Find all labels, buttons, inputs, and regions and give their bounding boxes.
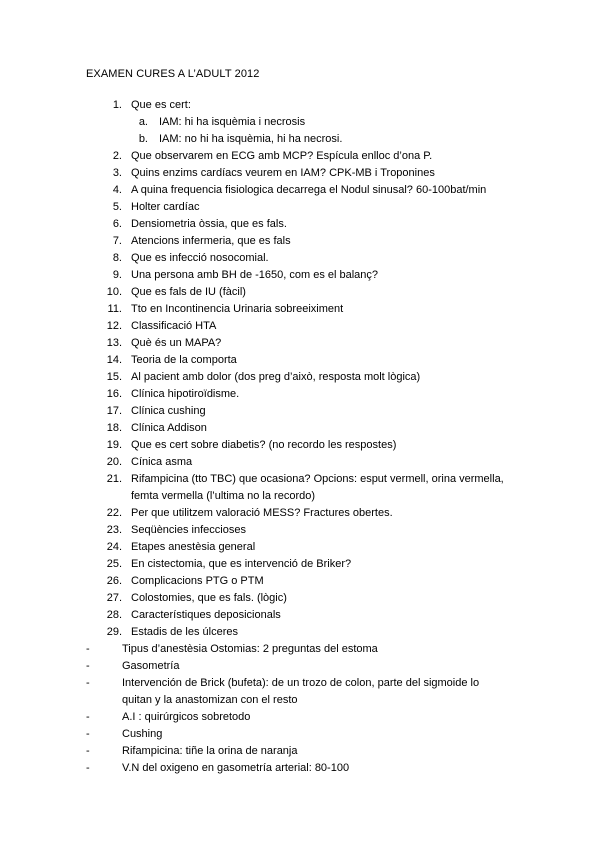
list-item (0, 267, 600, 284)
list-item (0, 590, 600, 607)
list-marker: - (86, 660, 90, 672)
list-item-text: Rifampicina: tiñe la orina de naranja (122, 745, 298, 757)
list-marker: 7. (112, 235, 122, 247)
bullet-list-item (0, 726, 600, 743)
list-item-text: Tipus d’anestèsia Ostomias: 2 preguntas del estoma (122, 643, 378, 655)
list-item-text: V.N del oxigeno en gasometría arterial: 80-100 (122, 762, 350, 774)
list-marker: - (86, 643, 90, 655)
list-item-text: Colostomies, que es fals. (lògic) (131, 592, 287, 604)
list-item (0, 284, 600, 301)
list-marker: a. (138, 116, 148, 128)
list-item (0, 454, 600, 471)
list-marker: b. (138, 133, 148, 145)
list-marker: 28. (106, 609, 122, 621)
list-item (0, 471, 600, 488)
list-item-text: Clínica Addison (131, 422, 207, 434)
list-item (0, 233, 600, 250)
list-item (0, 165, 600, 182)
list-item (0, 97, 600, 114)
list-item (0, 199, 600, 216)
list-item-text: Atencions infermeria, que es fals (131, 235, 291, 247)
list-item-text: Que es infecció nosocomial. (131, 252, 269, 264)
bullet-list-item (0, 675, 600, 692)
list-item-text: Que observarem en ECG amb MCP? Espícula enlloc d’ona P. (131, 150, 433, 162)
bullet-list-item (0, 709, 600, 726)
list-item (0, 522, 600, 539)
document-title: EXAMEN CURES A L’ADULT 2012 (86, 68, 260, 80)
list-marker: 29. (106, 626, 122, 638)
list-marker: - (86, 762, 90, 774)
list-item (0, 437, 600, 454)
list-item (0, 352, 600, 369)
list-marker: 14. (106, 354, 122, 366)
list-item (0, 250, 600, 267)
list-item (0, 607, 600, 624)
list-item-text: Classificació HTA (131, 320, 217, 332)
list-item-text: Teoria de la comporta (131, 354, 237, 366)
list-item-text: Rifampicina (tto TBC) que ocasiona? Opcions: esput vermell, orina vermella, (131, 473, 504, 485)
list-marker: 20. (106, 456, 122, 468)
list-item (0, 420, 600, 437)
bullet-list-item (0, 692, 600, 709)
list-item-text: Al pacient amb dolor (dos preg d’això, resposta molt lògica) (131, 371, 421, 383)
list-item (0, 301, 600, 318)
list-marker: 15. (106, 371, 122, 383)
list-item-text: Densiometria òssia, que es fals. (131, 218, 287, 230)
list-marker: 6. (112, 218, 122, 230)
list-item-text: IAM: no hi ha isquèmia, hi ha necrosi. (159, 133, 343, 145)
list-marker: 12. (106, 320, 122, 332)
list-item (0, 624, 600, 641)
list-marker: 23. (106, 524, 122, 536)
bullet-list-item (0, 641, 600, 658)
list-item (0, 573, 600, 590)
list-item (0, 488, 600, 505)
list-marker: 17. (106, 405, 122, 417)
sub-list-item (0, 114, 600, 131)
bullet-list-item (0, 743, 600, 760)
list-marker: 22. (106, 507, 122, 519)
list-marker: 25. (106, 558, 122, 570)
list-item-text: Una persona amb BH de -1650, com es el balanç? (131, 269, 379, 281)
list-item-text: Clínica cushing (131, 405, 206, 417)
list-marker: 3. (112, 167, 122, 179)
list-item (0, 335, 600, 352)
list-item-text: Estadis de les úlceres (131, 626, 238, 638)
list-item (0, 216, 600, 233)
list-marker: 13. (106, 337, 122, 349)
list-marker: 1. (112, 99, 122, 111)
list-item-text: Quins enzims cardíacs veurem en IAM? CPK-MB i Troponines (131, 167, 435, 179)
list-item-text: En cistectomia, que es intervenció de Briker? (131, 558, 352, 570)
list-marker: 19. (106, 439, 122, 451)
list-item-text: Cushing (122, 728, 163, 740)
list-marker: 4. (112, 184, 122, 196)
list-item (0, 556, 600, 573)
list-item-text: Que es fals de IU (fàcil) (131, 286, 246, 298)
list-item (0, 318, 600, 335)
list-marker: 27. (106, 592, 122, 604)
list-item-text: Gasometría (122, 660, 180, 672)
list-item-text: Clínica hipotiroïdisme. (131, 388, 240, 400)
list-item-text: Intervención de Brick (bufeta): de un trozo de colon, parte del sigmoide lo (122, 677, 480, 689)
list-item-text: quitan y la anastomizan con el resto (122, 694, 298, 706)
list-marker: 9. (112, 269, 122, 281)
list-marker: - (86, 711, 90, 723)
list-item-text: Cínica asma (131, 456, 193, 468)
sub-list-item (0, 131, 600, 148)
list-item (0, 148, 600, 165)
list-item-text: femta vermella (l’ultima no la recordo) (131, 490, 316, 502)
list-item-text: IAM: hi ha isquèmia i necrosis (159, 116, 306, 128)
list-marker: 10. (106, 286, 122, 298)
list-item (0, 539, 600, 556)
list-item-text: Que es cert sobre diabetis? (no recordo les respostes) (131, 439, 397, 451)
list-marker: 26. (106, 575, 122, 587)
list-marker: 5. (112, 201, 122, 213)
list-marker: 21. (106, 473, 122, 485)
list-marker: 2. (112, 150, 122, 162)
list-item (0, 505, 600, 522)
list-marker: 8. (112, 252, 122, 264)
list-marker: 24. (106, 541, 122, 553)
list-item-text: Que es cert: (131, 99, 191, 111)
list-item-text: Què és un MAPA? (131, 337, 222, 349)
list-item (0, 182, 600, 199)
list-item-text: A quina frequencia fisiologica decarrega el Nodul sinusal? 60-100bat/min (131, 184, 487, 196)
list-item (0, 369, 600, 386)
list-item-text: Tto en Incontinencia Urinaria sobreeiximent (131, 303, 344, 315)
list-marker: - (86, 677, 90, 689)
list-item-text: Complicacions PTG o PTM (131, 575, 264, 587)
list-item (0, 386, 600, 403)
list-item (0, 403, 600, 420)
list-item-text: Seqüències infeccioses (131, 524, 246, 536)
list-item-text: A.I : quirúrgicos sobretodo (122, 711, 251, 723)
bullet-list-item (0, 658, 600, 675)
list-marker: - (86, 745, 90, 757)
list-item-text: Etapes anestèsia general (131, 541, 256, 553)
list-marker: 18. (106, 422, 122, 434)
list-item-text: Per que utilitzem valoració MESS? Fractures obertes. (131, 507, 393, 519)
list-marker: - (86, 728, 90, 740)
bullet-list-item (0, 760, 600, 777)
list-marker: 11. (107, 303, 122, 315)
list-item-text: Característiques deposicionals (131, 609, 281, 621)
list-item-text: Holter cardíac (131, 201, 200, 213)
list-marker: 16. (106, 388, 122, 400)
exam-question-list (0, 97, 600, 777)
